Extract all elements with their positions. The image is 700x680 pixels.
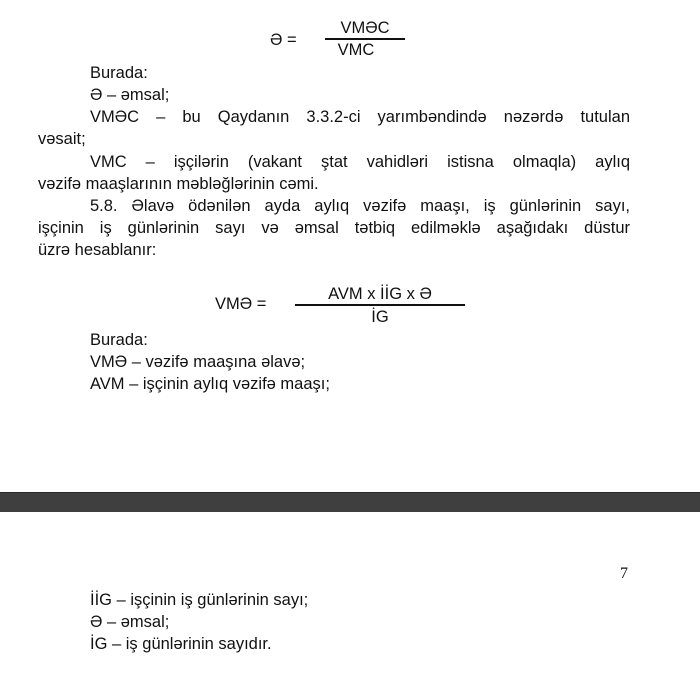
paragraph-line: üzrə hesablanır: — [38, 241, 157, 259]
definition-line: vəzifə maaşlarının məbləğlərinin cəmi. — [38, 175, 319, 193]
formula-numerator: AVM x İİG x Ə — [328, 285, 432, 303]
formula-denominator: VMC — [337, 41, 375, 59]
formula-lhs: Ə = — [270, 31, 297, 49]
page-number: 7 — [620, 565, 628, 582]
formula-lhs: VMƏ = — [215, 295, 267, 313]
formula-denominator: İG — [371, 308, 389, 326]
paragraph-line: işçinin iş günlərinin sayı və əmsal tətbiq edilməklə aşağıdakı düstur — [38, 219, 630, 237]
definition-line: Ə – əmsal; — [90, 613, 170, 631]
definition-line: İG – iş günlərinin sayıdır. — [90, 635, 272, 653]
definition-line: İİG – işçinin iş günlərinin sayı; — [90, 591, 309, 609]
paragraph-line: 5.8. Əlavə ödənilən ayda aylıq vəzifə maaşı, iş günlərinin sayı, — [90, 197, 630, 215]
definition-line: AVM – işçinin aylıq vəzifə maaşı; — [90, 375, 330, 393]
fraction-bar — [295, 304, 465, 306]
definition-line: vəsait; — [38, 130, 86, 148]
definition-line: VMƏ – vəzifə maaşına əlavə; — [90, 353, 306, 371]
definition-line: VMƏC – bu Qaydanın 3.3.2-ci yarımbəndində nəzərdə tutulan — [90, 108, 630, 126]
burada-label: Burada: — [90, 331, 148, 349]
definition-line: VMC – işçilərin (vakant ştat vahidləri istisna olmaqla) aylıq — [90, 153, 630, 171]
page-separator — [0, 492, 700, 513]
formula-numerator: VMƏC — [340, 19, 390, 37]
burada-label: Burada: — [90, 64, 148, 82]
definition-line: Ə – əmsal; — [90, 86, 170, 104]
